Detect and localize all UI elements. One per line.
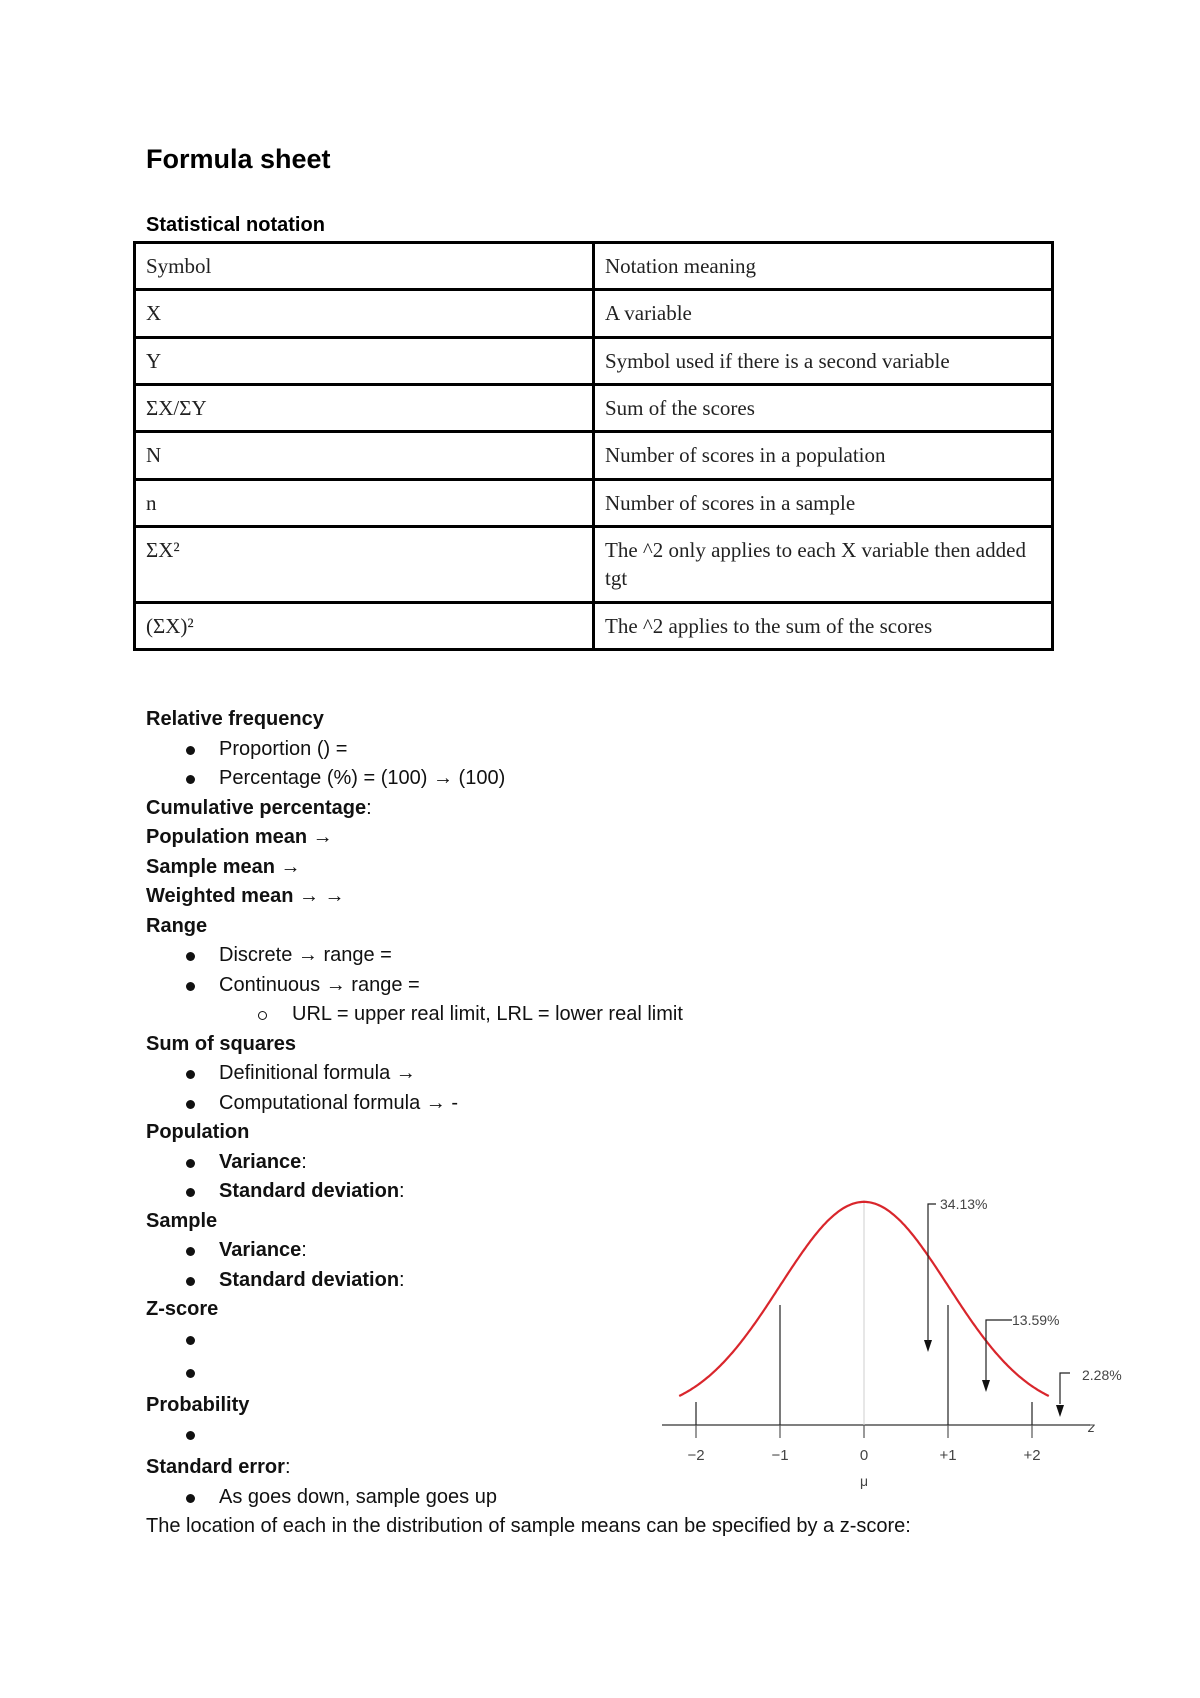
table-cell-meaning: The ^2 applies to the sum of the scores (594, 602, 1053, 649)
list-item: Percentage (%) = (100) → (100) (146, 764, 1146, 794)
sample-mean-heading: Sample mean → (146, 855, 301, 878)
cumulative-percentage-heading: Cumulative percentage: (146, 796, 372, 819)
table-cell-meaning: A variable (594, 290, 1053, 337)
table-row (135, 479, 1053, 526)
relative-frequency-list (146, 735, 1146, 794)
list-item: As goes down, sample goes up (146, 1483, 1146, 1513)
list-item: URL = upper real limit, LRL = lower real limit (146, 1000, 1146, 1030)
notation-table (133, 241, 1054, 651)
table-cell-meaning: Symbol used if there is a second variable (594, 337, 1053, 384)
table-header-meaning: Notation meaning (594, 243, 1053, 290)
list-item: Variance: (146, 1148, 1146, 1178)
table-row (135, 527, 1053, 603)
tick-label: −2 (687, 1447, 705, 1464)
table-cell-symbol: n (135, 479, 594, 526)
mu-label: μ (859, 1473, 869, 1489)
table-cell-meaning: Number of scores in a sample (594, 479, 1053, 526)
table-cell-symbol: ΣX² (135, 527, 594, 603)
table-cell-symbol: Y (135, 337, 594, 384)
table-row (135, 337, 1053, 384)
list-item: Computational formula → - (146, 1089, 1146, 1119)
arrowhead-icon (1056, 1405, 1064, 1417)
table-row (135, 385, 1053, 432)
table-row (135, 602, 1053, 649)
axis-label-z: z (1088, 1419, 1095, 1435)
percent-label-tail: 2.28% (1082, 1367, 1122, 1383)
list-item: Discrete → range = (146, 941, 1146, 971)
tick-label: −1 (771, 1447, 789, 1464)
sample-heading: Sample (146, 1209, 218, 1232)
annotation-line-tail (1060, 1373, 1070, 1404)
list-item: Standard deviation: (146, 1177, 1146, 1207)
standard-error-heading: Standard error: (146, 1456, 291, 1478)
sum-of-squares-list (146, 1059, 1146, 1118)
list-item: Continuous → range = (146, 971, 1146, 1001)
normal-distribution-figure (660, 1180, 1130, 1510)
probability-heading: Probability (146, 1393, 250, 1416)
weighted-mean-heading: Weighted mean → → (146, 885, 345, 907)
table-row (135, 432, 1053, 479)
list-item: Definitional formula → (146, 1059, 1146, 1089)
notation-heading: Statistical notation (146, 214, 325, 236)
relative-frequency-heading: Relative frequency (146, 708, 324, 730)
annotation-line-mid (986, 1320, 1012, 1380)
arrowhead-icon (982, 1380, 990, 1392)
table-header-row (135, 243, 1053, 290)
population-heading: Population (146, 1121, 250, 1143)
list-item: Proportion () = (146, 735, 1146, 765)
list-item: Variance: (146, 1236, 1146, 1266)
table-cell-symbol: X (135, 290, 594, 337)
table-cell-meaning: Sum of the scores (594, 385, 1053, 432)
tick-label: +1 (939, 1447, 957, 1464)
tick-label: +2 (1023, 1447, 1041, 1464)
sum-of-squares-heading: Sum of squares (146, 1032, 297, 1055)
range-list (146, 941, 1146, 1000)
table-header-symbol: Symbol (135, 243, 594, 290)
list-item: Standard deviation: (146, 1266, 1146, 1296)
table-cell-symbol: ΣX/ΣY (135, 385, 594, 432)
percent-label-mid: 13.59% (1012, 1312, 1060, 1328)
table-cell-symbol: N (135, 432, 594, 479)
closing-sentence: The location of each in the distribution of sample means can be specified by a z-score: (146, 1515, 911, 1537)
table-row (135, 290, 1053, 337)
table-cell-symbol: (ΣX)² (135, 602, 594, 649)
zscore-heading: Z-score (146, 1298, 219, 1320)
range-sublist (146, 1000, 1146, 1030)
range-heading: Range (146, 914, 208, 937)
table-cell-meaning: Number of scores in a population (594, 432, 1053, 479)
page-title: Formula sheet (146, 144, 331, 174)
percent-label-center: 34.13% (940, 1196, 988, 1212)
population-mean-heading: Population mean → (146, 826, 333, 848)
tick-label: 0 (859, 1447, 869, 1464)
table-cell-meaning: The ^2 only applies to each X variable then added tgt (594, 527, 1053, 603)
annotation-line-center (928, 1204, 936, 1300)
